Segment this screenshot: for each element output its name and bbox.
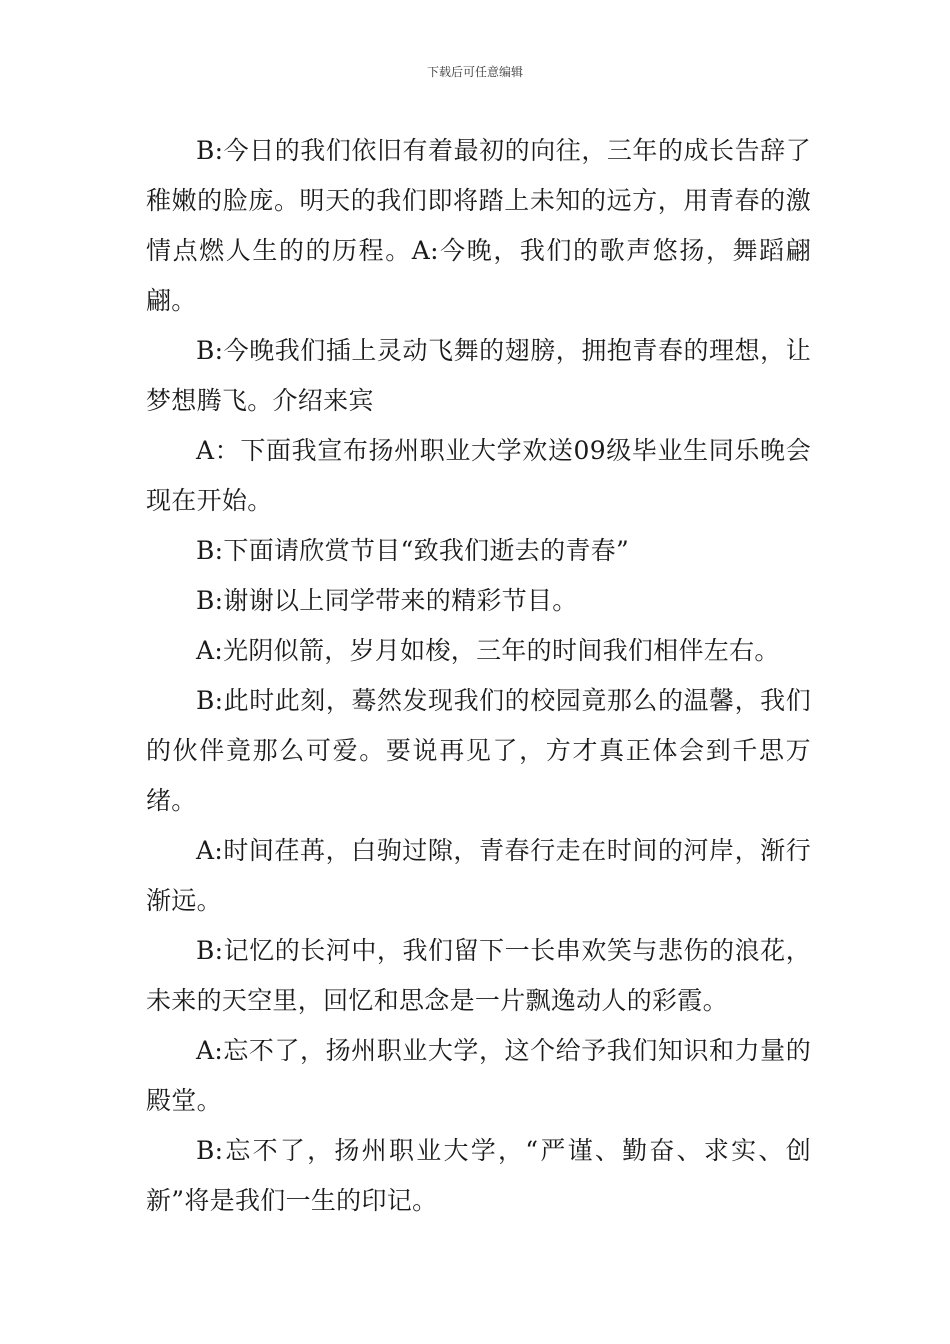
paragraph-8: A:时间荏苒，白驹过隙，青春行走在时间的河岸，渐行渐远。: [146, 836, 811, 915]
paragraph-7: B:此时此刻，蓦然发现我们的校园竟那么的温馨，我们的伙伴竟那么可爱。要说再见了，方才真正体会到千思万绪。: [146, 686, 811, 815]
document-body: [146, 126, 811, 1226]
paragraph-9: B:记忆的长河中，我们留下一长串欢笑与悲伤的浪花，未来的天空里，回忆和思念是一片飘逸动人的彩霞。: [146, 936, 811, 1015]
paragraph-11: B:忘不了，扬州职业大学，“严谨、勤奋、求实、创新”将是我们一生的印记。: [146, 1136, 811, 1215]
paragraph-3: A：下面我宣布扬州职业大学欢送09级毕业生同乐晚会现在开始。: [146, 436, 811, 515]
paragraph-1: B:今日的我们依旧有着最初的向往，三年的成长告辞了稚嫩的脸庞。明天的我们即将踏上未知的远方，用青春的激情点燃人生的的历程。A:今晚，我们的歌声悠扬，舞蹈翩翩。: [146, 136, 811, 315]
paragraph-6: A:光阴似箭，岁月如梭，三年的时间我们相伴左右。: [196, 636, 780, 665]
paragraph-5: B:谢谢以上同学带来的精彩节目。: [196, 586, 578, 615]
page-header-note: 下载后可任意编辑: [426, 65, 523, 79]
paragraph-10: A:忘不了，扬州职业大学，这个给予我们知识和力量的殿堂。: [146, 1036, 811, 1115]
paragraph-4: B:下面请欣赏节目“致我们逝去的青春”: [196, 536, 630, 565]
paragraph-2: B:今晚我们插上灵动飞舞的翅膀，拥抱青春的理想，让梦想腾飞。介绍来宾: [146, 336, 811, 415]
